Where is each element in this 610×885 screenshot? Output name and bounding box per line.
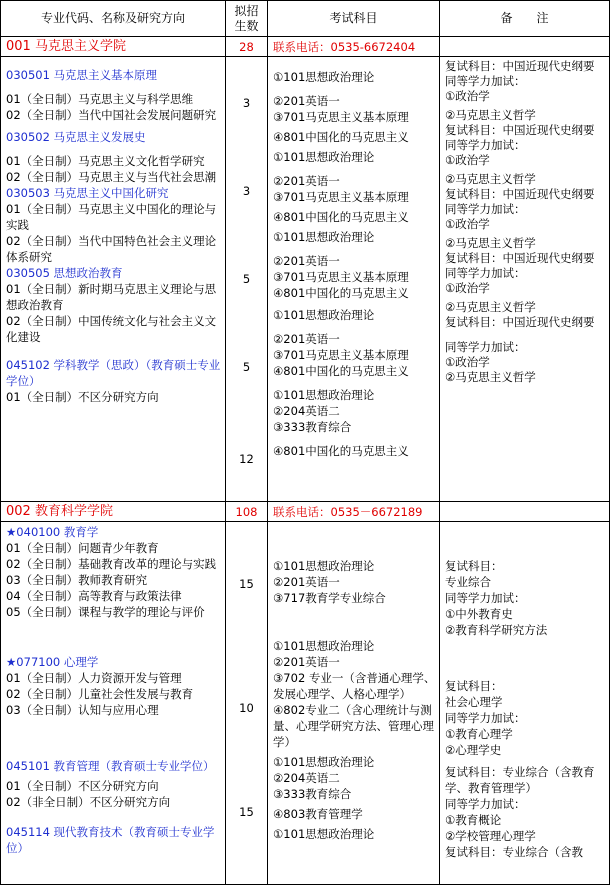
major-code-name: 030502 马克思主义发展史 xyxy=(6,130,146,144)
exam-item: ③701马克思主义基本原理 xyxy=(273,110,409,124)
exam-item: ①101思想政治理论 xyxy=(273,70,375,84)
note-item: 同等学力加试： xyxy=(445,202,526,216)
header-row xyxy=(1,1,610,37)
exams-cell xyxy=(268,522,440,885)
exam-item: ②201英语一 xyxy=(273,332,340,346)
note-item: 复试科目： xyxy=(445,559,503,573)
exam-item: ②204英语二 xyxy=(273,404,340,418)
note-item: ①教育心理学 xyxy=(445,727,513,741)
exam-item: ④801中国化的马克思主义 xyxy=(273,286,409,300)
header-notes: 备 注 xyxy=(440,1,610,37)
major-direction: 03（全日制）教师教育研究 xyxy=(6,573,148,587)
note-item: 专业综合 xyxy=(445,575,491,589)
note-item: ②心理学史 xyxy=(445,743,502,757)
note-item: 复试科目：中国近现代史纲要 xyxy=(445,251,595,265)
header-count: 拟招生数 xyxy=(226,1,268,37)
major-count: 5 xyxy=(242,272,251,286)
note-item: 复试科目： xyxy=(445,679,503,693)
exam-item: ①101思想政治理论 xyxy=(273,827,375,841)
exam-item: ①101思想政治理论 xyxy=(273,230,375,244)
note-item: ①政治学 xyxy=(445,153,490,167)
note-item: 同等学力加试： xyxy=(445,74,526,88)
exams-cell xyxy=(268,57,440,502)
majors-cell xyxy=(1,522,226,885)
exam-item: ①101思想政治理论 xyxy=(273,150,375,164)
major-direction: 03（全日制）认知与应用心理 xyxy=(6,703,159,717)
major-direction: 01（全日制）不区分研究方向 xyxy=(6,779,159,793)
exam-item: ①101思想政治理论 xyxy=(273,639,375,653)
exam-item: ①101思想政治理论 xyxy=(273,559,375,573)
college-count: 108 xyxy=(226,502,268,522)
major-direction: 02（全日制）基础教育改革的理论与实践 xyxy=(6,557,217,571)
note-item: ②马克思主义哲学 xyxy=(445,172,536,186)
major-count: 15 xyxy=(239,577,254,591)
exam-item: ②201英语一 xyxy=(273,94,340,108)
majors-cell xyxy=(1,57,226,502)
exam-item: ③702 专业一（含普通心理学、发展心理学、人格心理学） xyxy=(273,671,436,701)
note-item: 同等学力加试： xyxy=(445,266,526,280)
exam-item: ④801中国化的马克思主义 xyxy=(273,444,409,458)
notes-cell xyxy=(440,522,610,885)
college-contact: 联系电话：0535－6672189 xyxy=(268,502,440,522)
note-item: 同等学力加试： xyxy=(445,340,526,354)
note-item: ②教育科学研究方法 xyxy=(445,623,548,637)
major-direction: 01（全日制）新时期马克思主义理论与思想政治教育 xyxy=(6,282,217,312)
note-item: 复试科目：专业综合（含教育学、教育管理学） xyxy=(445,765,595,795)
exam-item: ④801中国化的马克思主义 xyxy=(273,210,409,224)
college-contact: 联系电话：0535-6672404 xyxy=(268,37,440,57)
note-item: ①政治学 xyxy=(445,281,490,295)
major-direction: 01（全日制）人力资源开发与管理 xyxy=(6,671,182,685)
major-code-name: ★077100 心理学 xyxy=(6,655,99,669)
major-direction: 02（全日制）中国传统文化与社会主义文化建设 xyxy=(6,314,217,344)
note-item: 复试科目：中国近现代史纲要 xyxy=(445,123,595,137)
major-direction: 01（全日制）马克思主义文化哲学研究 xyxy=(6,154,205,168)
major-code-name: ★040100 教育学 xyxy=(6,525,99,539)
note-item: 同等学力加试： xyxy=(445,797,526,811)
major-direction: 01（全日制）问题青少年教育 xyxy=(6,541,159,555)
major-direction: 01（全日制）马克思主义与科学思维 xyxy=(6,92,194,106)
major-block-education xyxy=(1,522,610,885)
major-direction: 02（全日制）儿童社会性发展与教育 xyxy=(6,687,194,701)
college-notes xyxy=(440,37,610,57)
note-item: 同等学力加试： xyxy=(445,138,526,152)
header-major: 专业代码、名称及研究方向 xyxy=(1,1,226,37)
exam-item: ③701马克思主义基本原理 xyxy=(273,190,409,204)
note-item: ②马克思主义哲学 xyxy=(445,300,536,314)
note-item: ②马克思主义哲学 xyxy=(445,108,536,122)
note-item: ②学校管理心理学 xyxy=(445,829,536,843)
exam-item: ①101思想政治理论 xyxy=(273,388,375,402)
college-count: 28 xyxy=(226,37,268,57)
exam-item: ③333教育综合 xyxy=(273,420,352,434)
exam-item: ②204英语二 xyxy=(273,771,340,785)
exam-item: ③701马克思主义基本原理 xyxy=(273,270,409,284)
note-item: 复试科目：中国近现代史纲要 xyxy=(445,315,595,329)
counts-cell xyxy=(226,522,268,885)
major-direction: 02（全日制）当代中国社会发展问题研究 xyxy=(6,108,217,122)
major-code-name: 045102 学科教学（思政）（教育硕士专业学位） xyxy=(6,358,221,388)
note-item: 社会心理学 xyxy=(445,695,503,709)
major-code-name: 030505 思想政治教育 xyxy=(6,266,123,280)
exam-item: ③717教育学专业综合 xyxy=(273,591,386,605)
major-code-name: 030501 马克思主义基本原理 xyxy=(6,68,158,82)
note-item: 复试科目：专业综合（含教 xyxy=(445,845,583,859)
college-notes xyxy=(440,502,610,522)
exam-item: ②201英语一 xyxy=(273,655,340,669)
major-code-name: 030503 马克思主义中国化研究 xyxy=(6,186,169,200)
exam-item: ④801中国化的马克思主义 xyxy=(273,130,409,144)
exam-item: ①101思想政治理论 xyxy=(273,308,375,322)
major-direction: 05（全日制）课程与教学的理论与评价 xyxy=(6,605,205,619)
exam-item: ④802专业二（含心理统计与测量、心理学研究方法、管理心理学） xyxy=(273,703,434,749)
college-row xyxy=(1,37,610,57)
major-code-name: 045101 教育管理（教育硕士专业学位） xyxy=(6,759,215,773)
major-count: 3 xyxy=(242,184,251,198)
exam-item: ②201英语一 xyxy=(273,254,340,268)
note-item: 复试科目：中国近现代史纲要 xyxy=(445,59,595,73)
counts-cell xyxy=(226,57,268,502)
major-direction: 01（全日制）马克思主义中国化的理论与实践 xyxy=(6,202,217,232)
major-direction: 02（全日制）当代中国特色社会主义理论体系研究 xyxy=(6,234,217,264)
exam-item: ④803教育管理学 xyxy=(273,807,363,821)
college-row xyxy=(1,502,610,522)
notes-cell xyxy=(440,57,610,502)
exam-item: ②201英语一 xyxy=(273,174,340,188)
note-item: ①政治学 xyxy=(445,217,490,231)
note-item: 同等学力加试： xyxy=(445,591,526,605)
major-count: 3 xyxy=(242,96,251,110)
college-title: 002 教育科学学院 xyxy=(1,502,226,522)
header-exams: 考试科目 xyxy=(268,1,440,37)
note-item: ②马克思主义哲学 xyxy=(445,236,536,250)
exam-item: ③701马克思主义基本原理 xyxy=(273,348,409,362)
note-item: 复试科目：中国近现代史纲要 xyxy=(445,187,595,201)
major-count: 15 xyxy=(239,805,254,819)
note-item: ②马克思主义哲学 xyxy=(445,370,536,384)
note-item: ①教育概论 xyxy=(445,813,502,827)
exam-item: ③333教育综合 xyxy=(273,787,352,801)
note-item: ①政治学 xyxy=(445,355,490,369)
major-count: 12 xyxy=(239,452,254,466)
major-direction: 04（全日制）高等教育与政策法律 xyxy=(6,589,182,603)
college-title: 001 马克思主义学院 xyxy=(1,37,226,57)
major-direction: 02（非全日制）不区分研究方向 xyxy=(6,795,171,809)
major-direction: 02（全日制）马克思主义与当代社会思潮 xyxy=(6,170,217,184)
note-item: ①政治学 xyxy=(445,89,490,103)
exam-item: ②201英语一 xyxy=(273,575,340,589)
major-direction: 01（全日制）不区分研究方向 xyxy=(6,390,159,404)
note-item: ①中外教育史 xyxy=(445,607,513,621)
major-block-marxism xyxy=(1,57,610,502)
exam-item: ④801中国化的马克思主义 xyxy=(273,364,409,378)
note-item: 同等学力加试： xyxy=(445,711,526,725)
major-count: 5 xyxy=(242,360,251,374)
major-count: 10 xyxy=(239,701,254,715)
major-code-name: 045114 现代教育技术（教育硕士专业学位） xyxy=(6,825,215,855)
exam-item: ①101思想政治理论 xyxy=(273,755,375,769)
